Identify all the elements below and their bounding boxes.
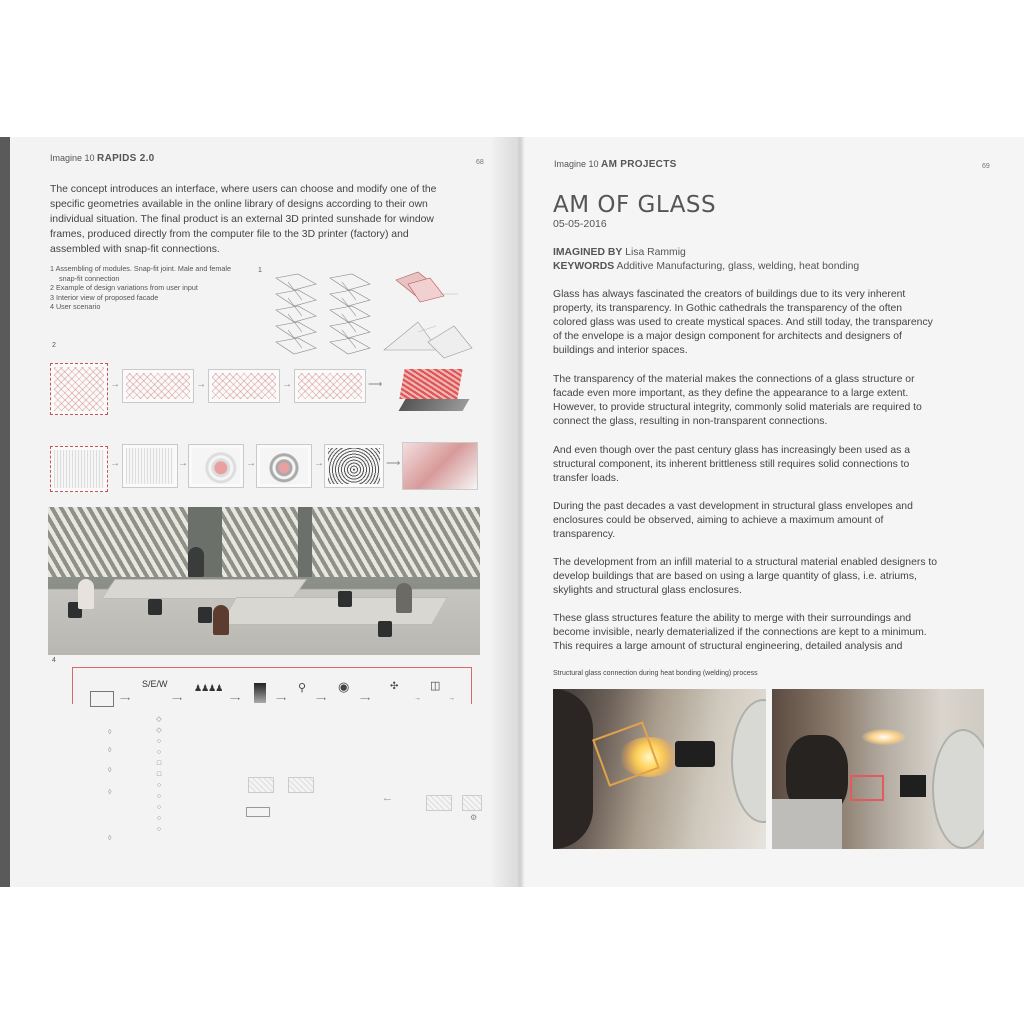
figure-label-4: 4 [52, 657, 56, 664]
arrow-right-icon: → [414, 695, 421, 702]
person [396, 583, 412, 613]
flame [862, 729, 906, 745]
welder-helmet [553, 689, 593, 849]
photo-caption: Structural glass connection during heat bonding (welding) process [553, 670, 758, 677]
right-page [515, 137, 1024, 887]
desk [101, 579, 307, 599]
book-gutter [490, 137, 550, 887]
variation-panel [188, 444, 244, 488]
caption-item: 4 User scenario [50, 302, 101, 311]
caption-item: 3 Interior view of proposed facade [50, 292, 159, 302]
body-paragraph: Glass has always fascinated the creators of buildings due to its very inherent property, its transparency. In Gothic cathedrals the transparency of the often colored glass was used to create mystical spaces. And still today, the transparency of the envelope is a major design component for architects and designers of buildings and interior spaces. [553, 289, 933, 356]
arrow-right-icon: → [110, 458, 120, 469]
caption-item: 1 Assembling of modules. Snap-fit joint. Male and female snap-fit connection [50, 264, 231, 283]
arrow-right-icon: ⟶ [360, 696, 371, 703]
tree-icon: ⚲ [298, 682, 307, 694]
interior-render [48, 507, 480, 655]
option-thumbnail [426, 795, 452, 811]
figure-label-2: 2 [52, 342, 56, 349]
figure-caption-list [50, 264, 250, 312]
puzzle-icon: ✣ [390, 681, 399, 692]
arrow-right-icon: → [282, 379, 292, 390]
book-spread [0, 137, 1024, 887]
desk [220, 597, 448, 625]
caption-item: 2 Example of design variations from user input [50, 283, 198, 292]
arrow-right-icon: → [246, 458, 256, 469]
arrow-right-icon: → [196, 379, 206, 390]
people-icon: ♟♟♟♟ [194, 683, 223, 693]
arrow-right-icon: ⟶ [276, 696, 287, 703]
arrow-right-icon: ⟶ [368, 379, 383, 390]
body-paragraph: And even though over the past century glass has increasingly been used as a structural component, its inherent brittleness still requires solid connections to transfer loads. [553, 445, 910, 484]
welder-shirt [772, 799, 842, 849]
office-chair [378, 621, 392, 637]
welding-machine [731, 699, 766, 823]
imagined-by-value: Lisa Rammig [625, 247, 686, 258]
imagined-by-label: IMAGINED BY [553, 247, 623, 258]
orientation-step: S/E/W [142, 679, 168, 689]
clamp [900, 775, 926, 797]
design-variation-row-pattern [50, 359, 480, 421]
variation-panel [256, 444, 312, 488]
sun-icon: ◊ [108, 767, 112, 774]
variation-panel [122, 444, 178, 488]
arrow-right-icon: → [110, 379, 120, 390]
input-panel [50, 363, 108, 415]
window-column [298, 507, 312, 577]
welding-photo-1 [553, 689, 766, 849]
variation-panel [122, 369, 194, 403]
eye-icon: ◉ [338, 679, 350, 694]
patterned-facade [48, 507, 480, 577]
body-paragraph: During the past decades a vast development in structural glass envelopes and enclosures could be observed, aiming to achieve a maximum amount of transparency. [553, 501, 913, 540]
left-page [10, 137, 515, 887]
printed-panel-preview [399, 369, 462, 399]
panel-icon [246, 807, 270, 817]
running-head-prefix: Imagine 10 [554, 159, 599, 169]
panel-shadow [399, 399, 470, 411]
arrow-right-icon: → [314, 458, 324, 469]
left-running-head [50, 153, 155, 164]
welding-photo-2 [772, 689, 984, 849]
sun-icon: ◊ [108, 729, 112, 736]
running-head-title: RAPIDS 2.0 [97, 153, 155, 164]
article-title: AM OF GLASS [553, 192, 717, 218]
intro-paragraph: The concept introduces an interface, where users can choose and modify one of the specific geometries available in the online library of designs according to their own individual situation. The final product is an external 3D printed sunshade for window frames, produced directly from the computer file to the 3D printer (factory) and assembled with snap-fit connections. [50, 184, 437, 255]
sun-icon: ◊ [108, 789, 112, 796]
arrow-right-icon: ⟶ [316, 696, 327, 703]
running-head-prefix: Imagine 10 [50, 153, 95, 163]
sun-icon: ◊ [108, 747, 112, 754]
user-scenario-diagram [50, 659, 480, 859]
running-head-title: AM PROJECTS [601, 159, 677, 170]
welding-machine [932, 729, 984, 849]
keywords-value: Additive Manufacturing, glass, welding, heat bonding [616, 261, 860, 272]
body-paragraph: The transparency of the material makes the connections of a glass structure or facade even more important, as they define the appearance to a large extent. However, to provide structural integrity, commonly solid materials are required to connect the glass, resulting in non-transparent connections. [553, 374, 922, 427]
article-date: 05-05-2016 [553, 218, 607, 230]
option-thumbnail [462, 795, 482, 811]
arrow-right-icon: ⟶ [230, 696, 241, 703]
right-page-number: 69 [982, 163, 990, 170]
figure-label-1: 1 [258, 267, 262, 274]
option-thumbnail [288, 777, 314, 793]
arrow-right-icon: → [448, 695, 455, 702]
variation-panel [208, 369, 280, 403]
snap-fit-module-drawing [268, 270, 478, 362]
sun-icon: ◊ [108, 835, 112, 842]
arrow-right-icon: ⟶ [120, 696, 131, 703]
symbol-column: ◇ ◇ ○ ○ □ □ ○ ○ ○ ○ ○ [156, 716, 162, 833]
arrow-left-icon: ⟵ [384, 797, 392, 803]
printed-panel-3d-view [402, 442, 478, 490]
body-paragraph: The development from an infill material to a structural material enabled designers to develop buildings that are based on using a large quantity of glass, i.e. atriums, skylights and structural glass enclosures. [553, 557, 938, 596]
office-chair [338, 591, 352, 607]
person [213, 605, 229, 635]
clamp [675, 741, 715, 767]
variation-panel [324, 444, 384, 488]
gradient-icon [254, 683, 266, 703]
office-chair [148, 599, 162, 615]
input-panel [50, 446, 108, 492]
glass-piece [850, 775, 884, 801]
design-variation-row-wave [50, 442, 480, 498]
settings-icon: ⚙ [470, 813, 478, 822]
person [188, 547, 204, 577]
article-meta [553, 246, 993, 274]
scenario-bracket [72, 667, 472, 704]
window-icon: ◫ [430, 680, 441, 692]
office-chair [198, 607, 212, 623]
body-paragraph: These glass structures feature the ability to merge with their surroundings and become invisible, nearly dematerialized if the connections are kept to a minimum. This requires a large amount of structural engineering, detailed analysis and [553, 613, 927, 652]
option-thumbnail [248, 777, 274, 793]
arrow-right-icon: ⟶ [386, 458, 401, 469]
arrow-right-icon: ⟶ [172, 696, 183, 703]
variation-panel [294, 369, 366, 403]
arrow-right-icon: → [178, 458, 188, 469]
keywords-label: KEYWORDS [553, 261, 615, 272]
person [78, 579, 94, 609]
laptop-icon [90, 691, 114, 707]
right-running-head [554, 159, 677, 170]
left-page-number: 68 [476, 159, 484, 166]
